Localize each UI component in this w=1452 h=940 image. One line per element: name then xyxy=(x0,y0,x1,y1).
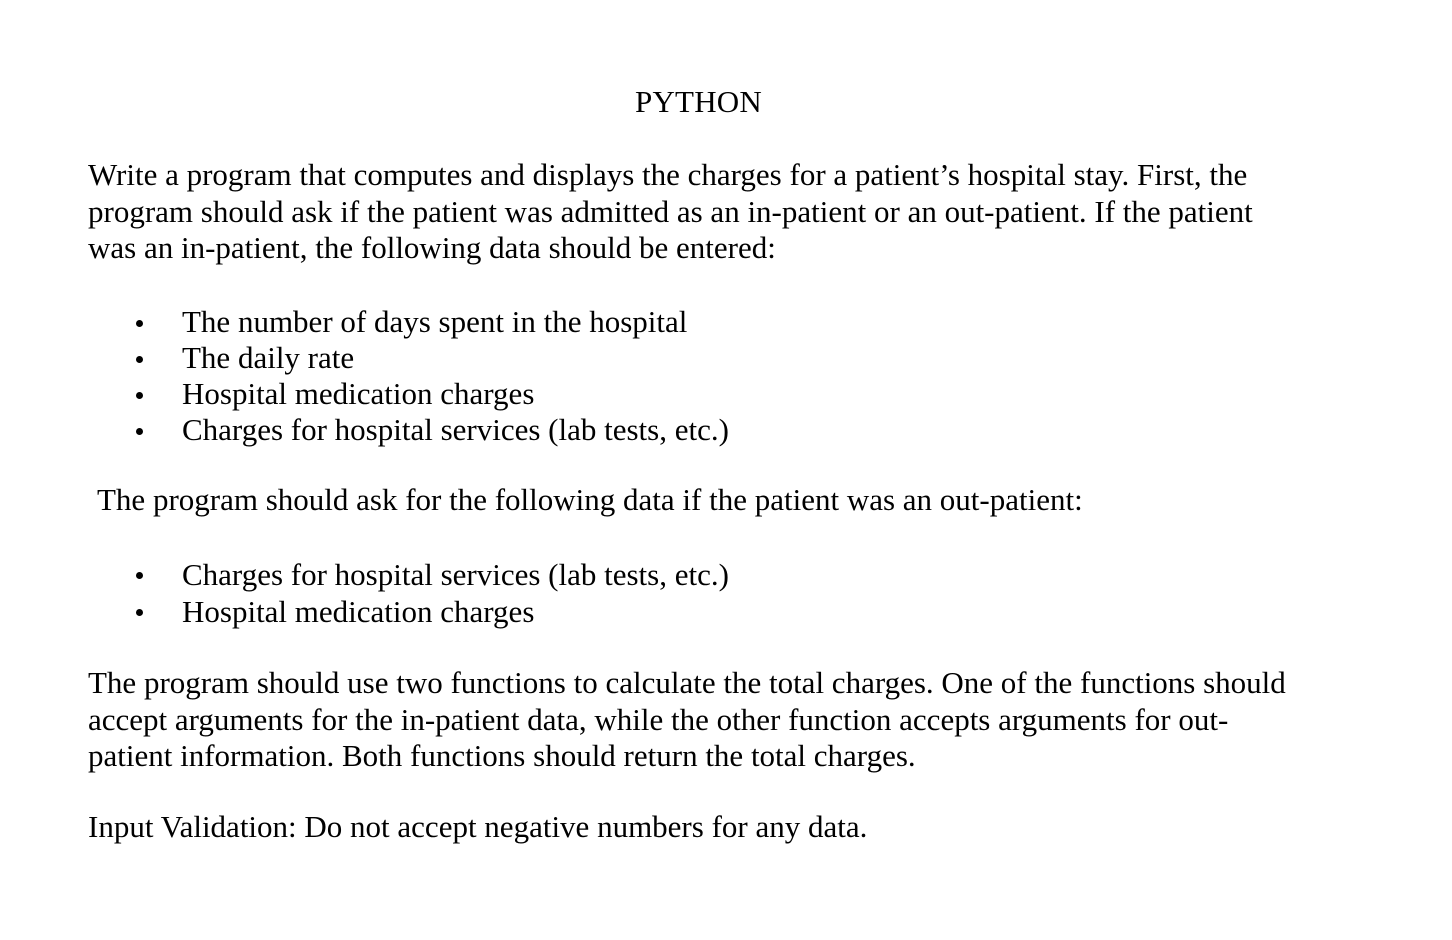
intro-line: Write a program that computes and displays the charges for a patient’s hospital stay. First, the xyxy=(88,157,1248,192)
list-item-text: Hospital medication charges xyxy=(182,594,535,629)
intro-line: was an in-patient, the following data should be entered: xyxy=(88,230,776,265)
list-item xyxy=(0,412,1200,448)
outpatient-lead-paragraph: The program should ask for the following data if the patient was an out-patient: xyxy=(97,482,1083,517)
list-item-text: Charges for hospital services (lab tests, etc.) xyxy=(182,412,729,447)
list-item xyxy=(0,556,1200,593)
bullet-icon xyxy=(136,609,143,616)
bullet-icon xyxy=(136,428,143,435)
intro-line: program should ask if the patient was admitted as an in-patient or an out-patient. If the patient xyxy=(88,193,1253,229)
bullet-icon xyxy=(136,572,143,579)
list-item-text: Hospital medication charges xyxy=(182,376,535,411)
outpatient-data-list xyxy=(0,556,1200,630)
bullet-icon xyxy=(136,320,143,327)
functions-paragraph xyxy=(88,665,1348,775)
inpatient-data-list xyxy=(0,304,1200,448)
functions-line: The program should use two functions to calculate the total charges. One of the functions should xyxy=(88,665,1286,700)
functions-line: accept arguments for the in-patient data, while the other function accepts arguments for out- xyxy=(88,701,1229,737)
list-item-text: The daily rate xyxy=(182,340,355,375)
list-item xyxy=(0,593,1200,630)
document-title: PYTHON xyxy=(635,84,762,119)
list-item xyxy=(0,376,1200,412)
bullet-icon xyxy=(136,356,143,363)
intro-paragraph xyxy=(88,157,1348,267)
bullet-icon xyxy=(136,392,143,399)
list-item-text: The number of days spent in the hospital xyxy=(182,304,688,339)
input-validation-paragraph: Input Validation: Do not accept negative numbers for any data. xyxy=(88,809,868,844)
list-item xyxy=(0,340,1200,376)
list-item-text: Charges for hospital services (lab tests, etc.) xyxy=(182,557,729,592)
functions-line: patient information. Both functions should return the total charges. xyxy=(88,738,916,773)
list-item xyxy=(0,304,1200,340)
